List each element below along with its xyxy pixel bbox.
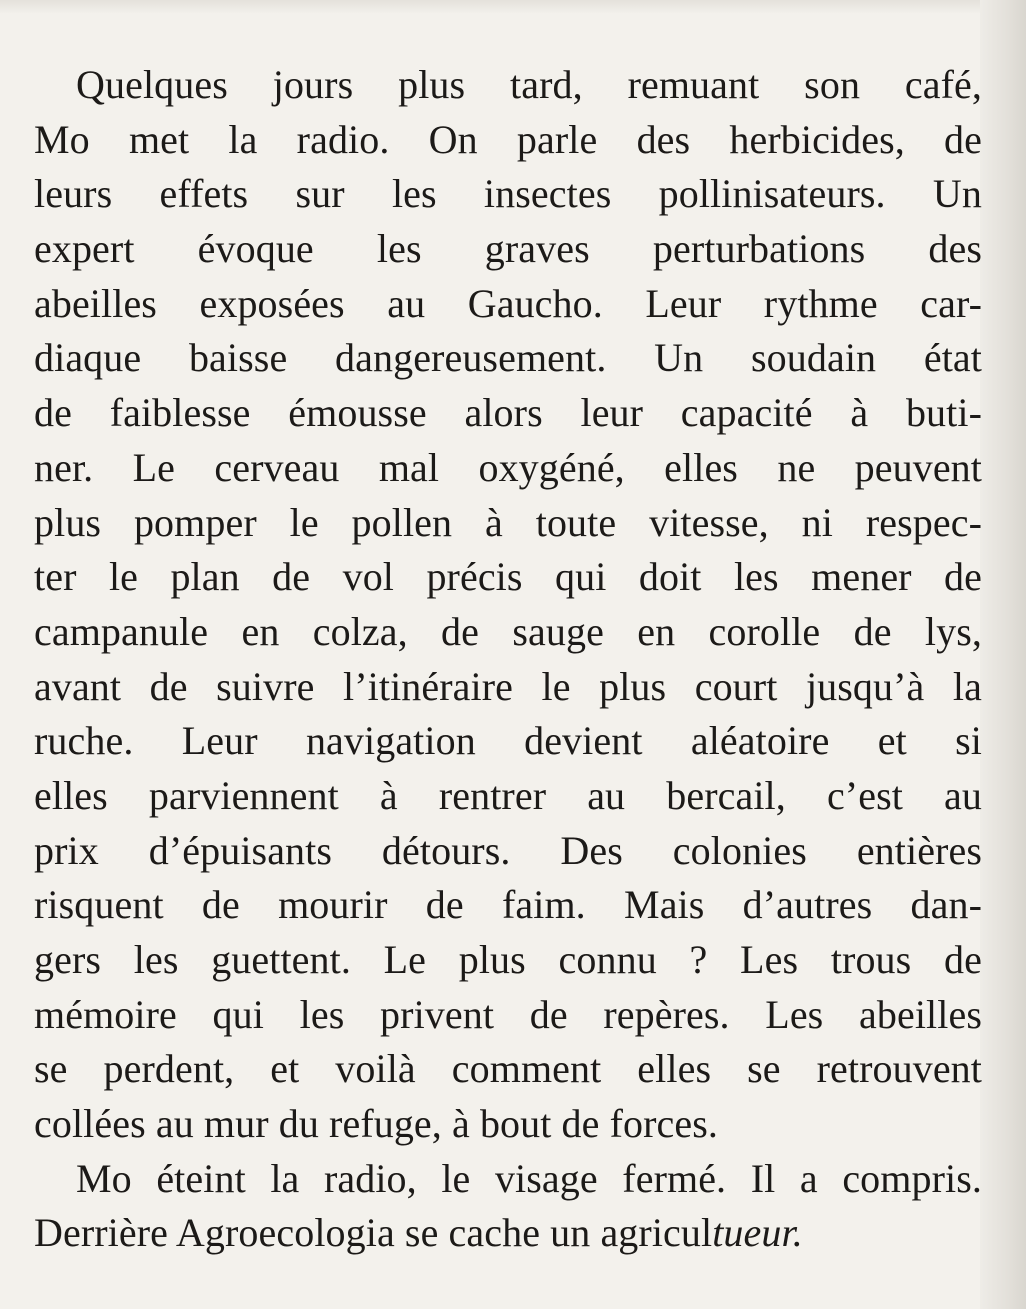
text-line: ner. Le cerveau mal oxygéné, elles ne peuvent bbox=[34, 444, 982, 490]
text-line: Mo éteint la radio, le visage fermé. Il a compris. bbox=[76, 1155, 982, 1201]
page-top-shadow bbox=[0, 0, 1026, 14]
text-run: Derrière Agroecologia se cache un agricul bbox=[34, 1210, 713, 1256]
text-line: campanule en colza, de sauge en corolle de lys, bbox=[34, 608, 982, 654]
text-line: gers les guettent. Le plus connu ? Les trous de bbox=[34, 937, 982, 982]
text-line: se perdent, et voilà comment elles se retrouvent bbox=[34, 1046, 982, 1092]
text-line: de faiblesse émousse alors leur capacité à buti- bbox=[34, 390, 982, 436]
text-line: mémoire qui les privent de repères. Les abeilles bbox=[34, 991, 982, 1037]
text-line: ter le plan de vol précis qui doit les mener de bbox=[34, 554, 982, 600]
text-line: abeilles exposées au Gaucho. Leur rythme car- bbox=[34, 280, 982, 326]
text-line-final bbox=[34, 1206, 982, 1261]
text-line: risquent de mourir de faim. Mais d’autres dan- bbox=[34, 882, 982, 928]
facing-page-edge bbox=[980, 0, 1026, 1309]
paragraph-2 bbox=[34, 1152, 982, 1261]
text-line: expert évoque les graves perturbations des bbox=[34, 226, 982, 272]
italic-word: tueur. bbox=[712, 1210, 803, 1256]
text-line: prix d’épuisants détours. Des colonies entières bbox=[34, 827, 982, 873]
text-line: Mo met la radio. On parle des herbicides, de bbox=[34, 116, 982, 162]
text-line: Quelques jours plus tard, remuant son café, bbox=[76, 62, 982, 107]
paragraph-1 bbox=[34, 58, 982, 1152]
text-line: collées au mur du refuge, à bout de forces. bbox=[34, 1101, 719, 1147]
book-page-text bbox=[34, 58, 982, 1261]
text-line: leurs effets sur les insectes pollinisateurs. Un bbox=[34, 171, 982, 217]
text-line: ruche. Leur navigation devient aléatoire et si bbox=[34, 718, 982, 764]
text-line: plus pomper le pollen à toute vitesse, ni respec- bbox=[34, 499, 982, 545]
text-line: elles parviennent à rentrer au bercail, c’est au bbox=[34, 772, 982, 818]
text-line: diaque baisse dangereusement. Un soudain état bbox=[34, 335, 982, 381]
text-line: avant de suivre l’itinéraire le plus court jusqu’à la bbox=[34, 663, 982, 709]
